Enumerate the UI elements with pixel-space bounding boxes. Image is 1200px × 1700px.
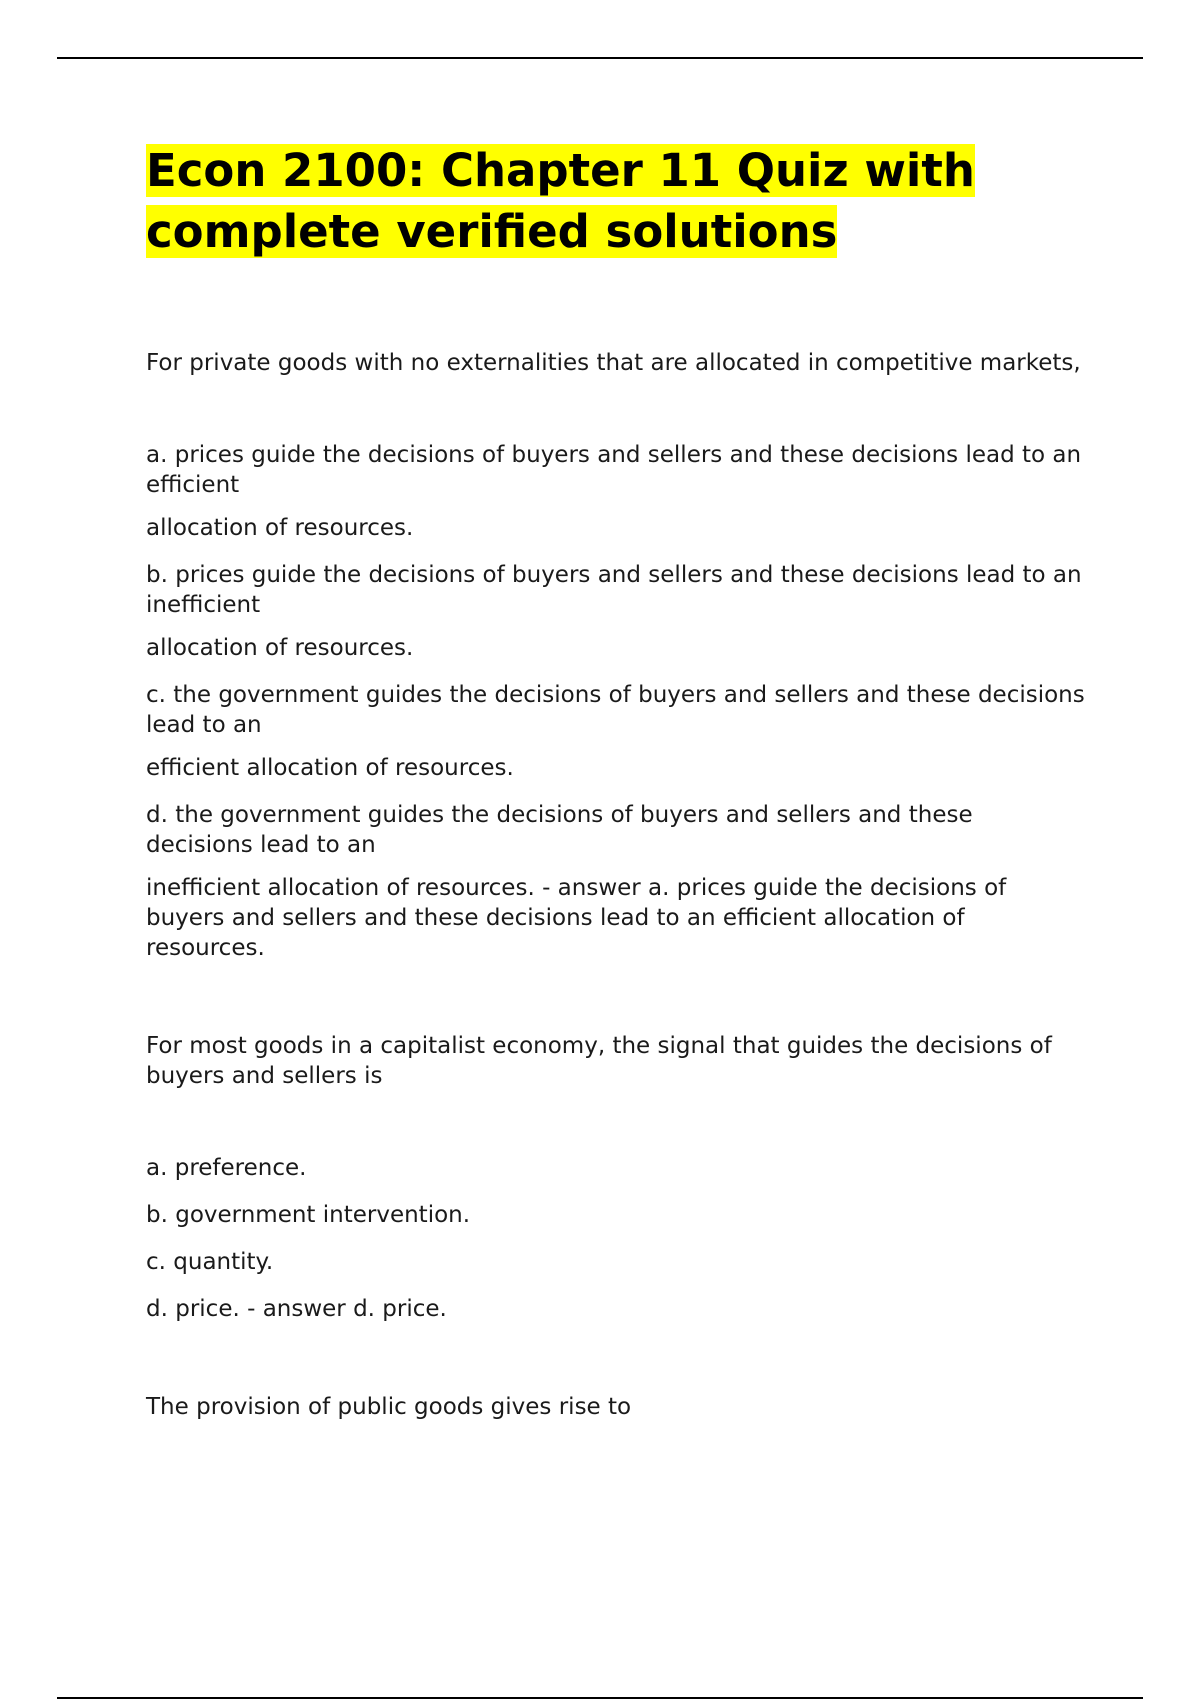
question-3-stem: The provision of public goods gives rise to [146, 1394, 632, 1420]
option-b-line-1: b. prices guide the decisions of buyers and sellers and these decisions lead to an inefficient [146, 562, 1082, 618]
top-rule [57, 57, 1143, 59]
option-c: c. quantity. [146, 1249, 274, 1275]
question-2-stem: For most goods in a capitalist economy, the signal that guides the decisions of buyers and sellers is [146, 1033, 1052, 1089]
question-1-stem: For private goods with no externalities that are allocated in competitive markets, [146, 350, 1081, 376]
option-d-with-answer: d. price. - answer d. price. [146, 1296, 447, 1322]
option-d-line-1: d. the government guides the decisions of buyers and sellers and these decisions lead to an [146, 802, 973, 858]
option-b-line-2: allocation of resources. [146, 635, 414, 661]
option-a-line-1: a. prices guide the decisions of buyers and sellers and these decisions lead to an efficient [146, 442, 1082, 498]
document-title [146, 140, 1086, 262]
option-a-line-2: allocation of resources. [146, 515, 414, 541]
option-b: b. government intervention. [146, 1202, 471, 1228]
page-content [146, 140, 1086, 1422]
option-a: a. preference. [146, 1155, 307, 1181]
option-d-line-2-with-answer: inefficient allocation of resources. - answer a. prices guide the decisions of buyers and sellers and these decisions lead to an efficient allocation of resources. [146, 875, 1007, 961]
question-1-options [146, 440, 1086, 963]
title-highlight: Econ 2100: Chapter 11 Quiz with complete verified solutions [146, 144, 975, 258]
bottom-rule [57, 1697, 1143, 1699]
option-c-line-2: efficient allocation of resources. [146, 755, 514, 781]
option-c-line-1: c. the government guides the decisions of buyers and sellers and these decisions lead to an [146, 682, 1085, 738]
question-2-options [146, 1153, 1086, 1324]
